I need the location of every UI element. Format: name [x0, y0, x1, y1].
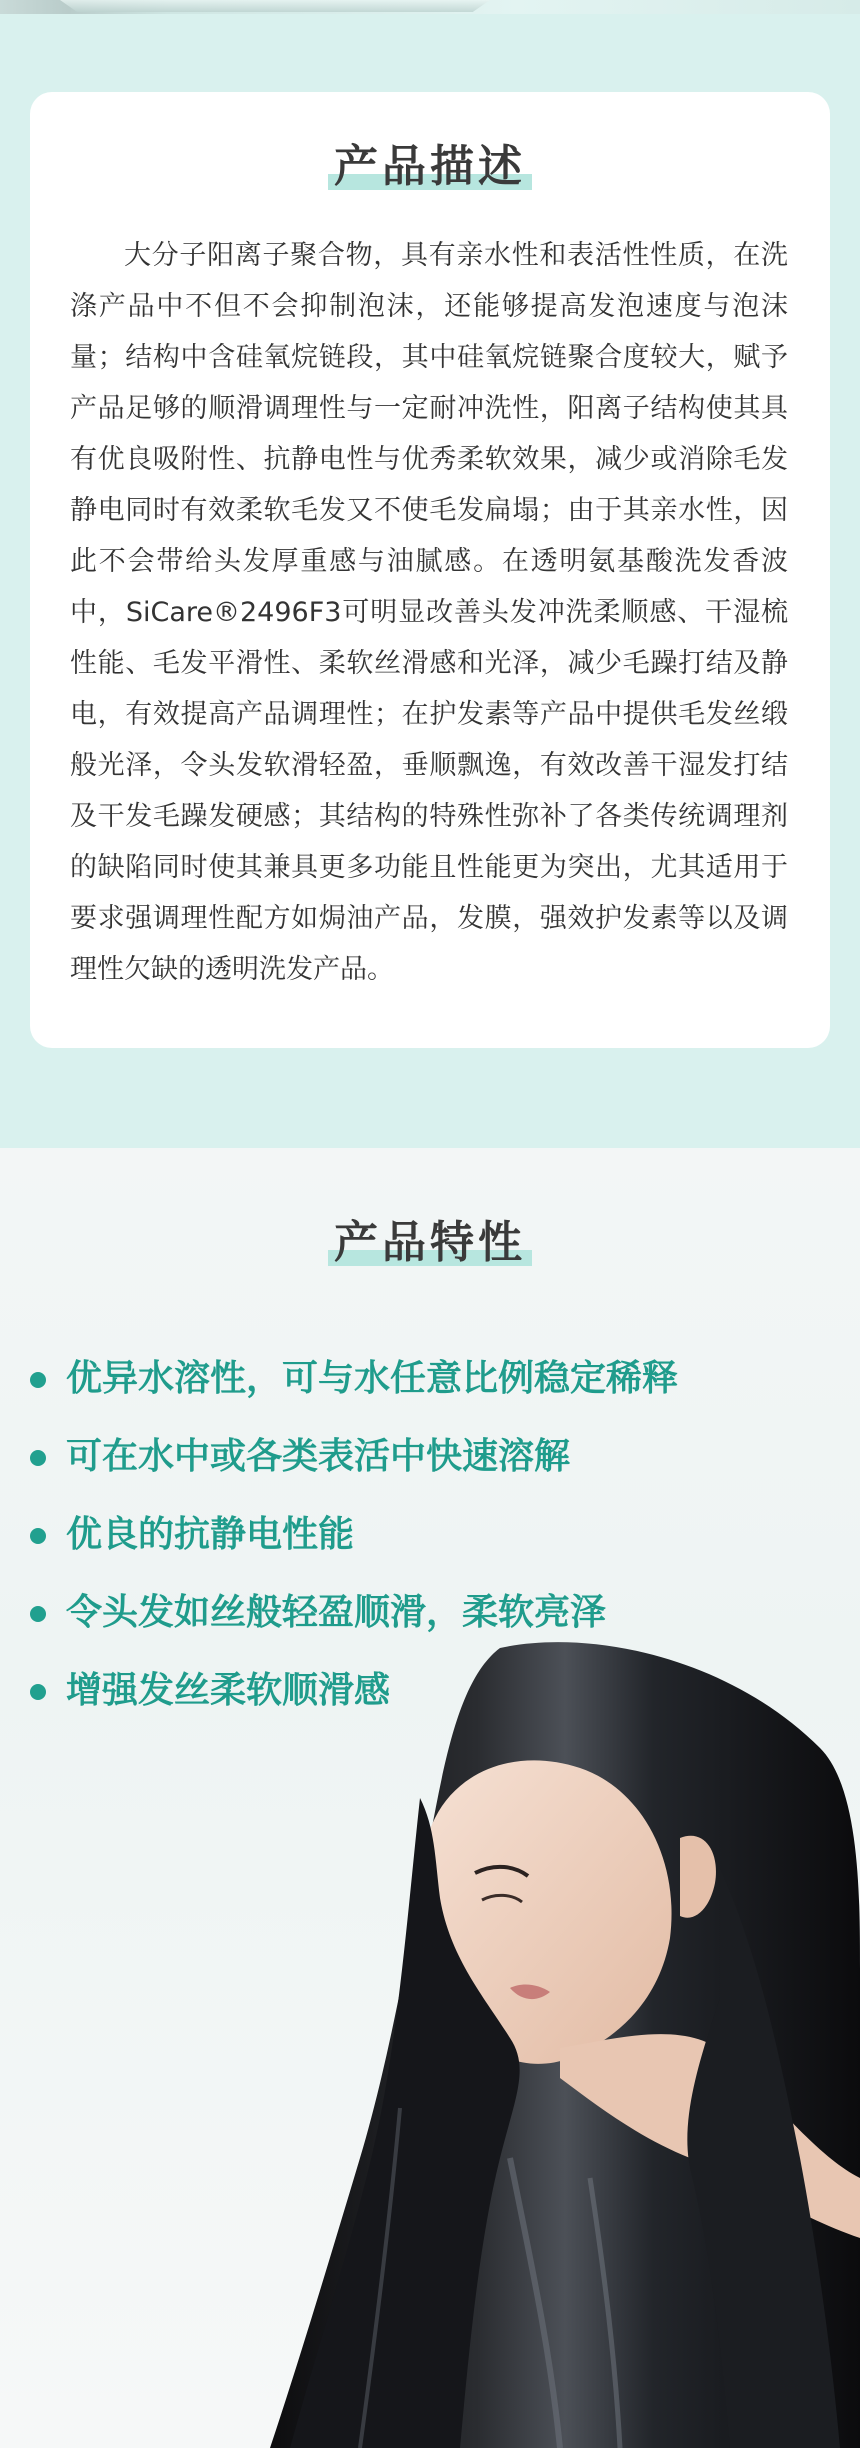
bullet-dot-icon	[30, 1450, 46, 1466]
feature-text: 优良的抗静电性能	[66, 1514, 355, 1555]
feature-item	[30, 1340, 678, 1418]
top-image-strip	[0, 0, 860, 14]
description-card	[30, 92, 830, 1048]
bullet-dot-icon	[30, 1684, 46, 1700]
top-strip-highlight	[60, 0, 490, 12]
feature-text: 令头发如丝般轻盈顺滑，柔软亮泽	[66, 1592, 607, 1633]
feature-list	[30, 1340, 678, 1730]
features-title-inner	[334, 1206, 526, 1270]
feature-text: 优异水溶性，可与水任意比例稳定稀释	[66, 1358, 679, 1399]
description-title: 产品描述	[334, 141, 526, 192]
feature-item	[30, 1652, 678, 1730]
features-title: 产品特性	[334, 1217, 526, 1268]
feature-item	[30, 1496, 678, 1574]
bullet-dot-icon	[30, 1606, 46, 1622]
feature-item	[30, 1574, 678, 1652]
features-title-wrap	[0, 1206, 860, 1270]
description-title-inner	[334, 130, 526, 194]
description-title-wrap	[30, 130, 830, 194]
feature-text: 增强发丝柔软顺滑感	[66, 1670, 391, 1711]
bullet-dot-icon	[30, 1528, 46, 1544]
bullet-dot-icon	[30, 1372, 46, 1388]
description-body: 大分子阳离子聚合物，具有亲水性和表活性性质，在洗涤产品中不但不会抑制泡沫，还能够提高发泡速度与泡沫量；结构中含硅氧烷链段，其中硅氧烷链聚合度较大，赋予产品足够的顺滑调理性与一定耐冲洗性，阳离子结构使其具有优良吸附性、抗静电性与优秀柔软效果，减少或消除毛发静电同时有效柔软毛发又不使毛发扁塌；由于其亲水性，因此不会带给头发厚重感与油腻感。在透明氨基酸洗发香波中，SiCare®2496F3可明显改善头发冲洗柔顺感、干湿梳性能、毛发平滑性、柔软丝滑感和光泽，减少毛躁打结及静电，有效提高产品调理性；在护发素等产品中提供毛发丝缎般光泽，令头发软滑轻盈，垂顺飘逸，有效改善干湿发打结及干发毛躁发硬感；其结构的特殊性弥补了各类传统调理剂的缺陷同时使其兼具更多功能且性能更为突出，尤其适用于要求强调理性配方如焗油产品，发膜，强效护发素等以及调理性欠缺的透明洗发产品。	[70, 240, 788, 985]
feature-text: 可在水中或各类表活中快速溶解	[66, 1436, 571, 1477]
model-hair-image	[260, 1638, 860, 2448]
features-section	[0, 1148, 860, 2448]
feature-item	[30, 1418, 678, 1496]
description-section	[0, 0, 860, 1148]
